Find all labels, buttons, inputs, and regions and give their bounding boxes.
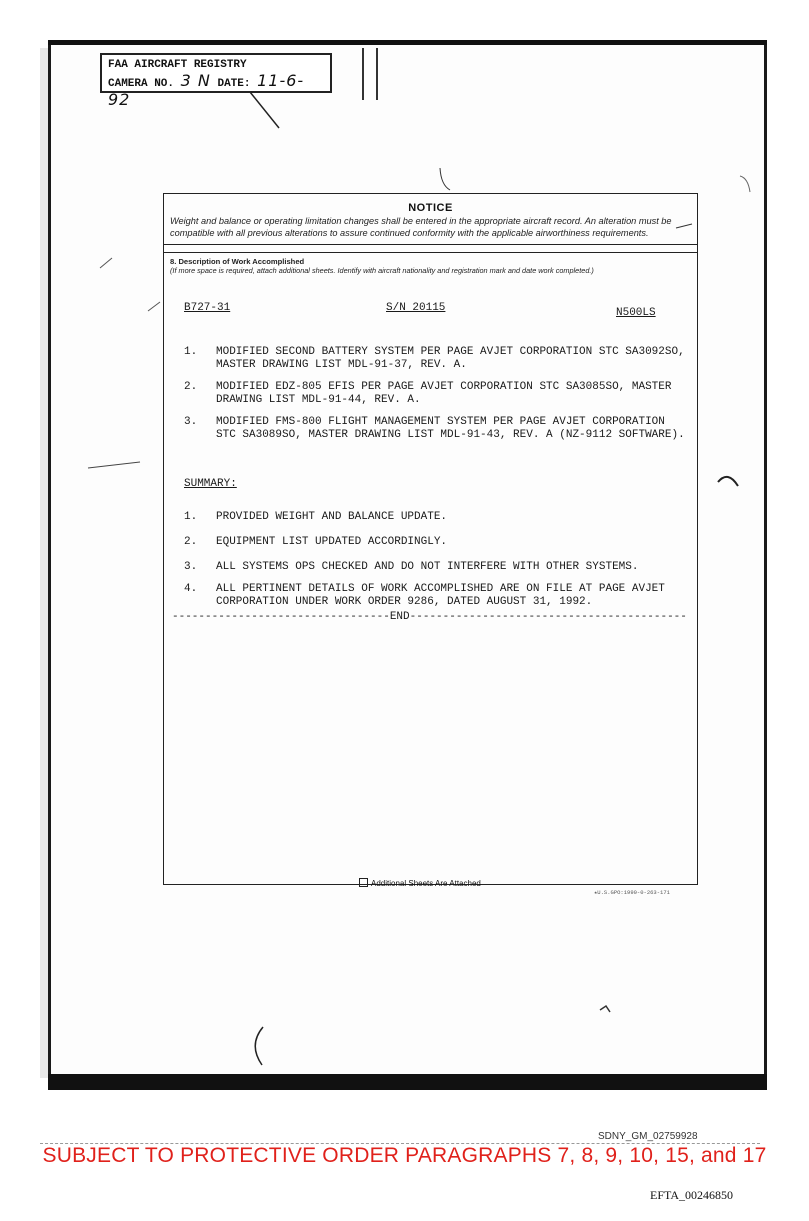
additional-sheets-row xyxy=(359,878,481,888)
work-item-number: 3. xyxy=(184,416,198,428)
stamp-date-label: DATE: xyxy=(217,78,251,90)
serial-number: S/N 20115 xyxy=(386,302,446,314)
description-heading xyxy=(170,257,692,275)
aircraft-model: B727-31 xyxy=(184,302,231,314)
summary-item-text: EQUIPMENT LIST UPDATED ACCORDINGLY. xyxy=(216,536,448,548)
summary-item-text: PROVIDED WEIGHT AND BALANCE UPDATE. xyxy=(216,511,448,523)
stamp-camera-label: CAMERA NO. xyxy=(108,78,175,90)
form-8-box xyxy=(163,193,698,888)
divider xyxy=(164,252,697,253)
summary-item-number: 4. xyxy=(184,583,198,595)
additional-sheets-label: Additional Sheets Are Attached xyxy=(371,879,481,888)
protective-order-notice: SUBJECT TO PROTECTIVE ORDER PARAGRAPHS 7, 8, 9, 10, 15, and 17 xyxy=(42,1144,767,1167)
registration-mark: N500LS xyxy=(616,307,656,319)
summary-heading: SUMMARY: xyxy=(184,478,237,490)
summary-item-number: 1. xyxy=(184,511,198,523)
work-item-text: MODIFIED EDZ-805 EFIS PER PAGE AVJET CORPORATION STC SA3085SO, MASTER DRAWING LIST MDL-91-44, REV. A. xyxy=(216,381,672,406)
summary-item-number: 3. xyxy=(184,561,198,573)
stamp-camera-no: 3 N xyxy=(180,71,211,90)
summary-item-text: ALL SYSTEMS OPS CHECKED AND DO NOT INTERFERE WITH OTHER SYSTEMS. xyxy=(216,561,639,573)
bates-number: SDNY_GM_02759928 xyxy=(598,1131,698,1142)
notice-text: Weight and balance or operating limitation changes shall be entered in the appropriate aircraft record. An alteration must be compatible with all previous alterations to assure continued conformity with the applicable airworthiness requirements. xyxy=(170,216,672,238)
stamp-date: 11-6-92 xyxy=(108,71,305,109)
description-instruction: (If more space is required, attach additional sheets. Identify with aircraft nationality and registration mark and date work completed.) xyxy=(170,266,594,275)
additional-sheets-checkbox[interactable] xyxy=(359,878,368,887)
summary-item-number: 2. xyxy=(184,536,198,548)
notice-title: NOTICE xyxy=(408,202,453,214)
notice-section xyxy=(164,194,697,245)
work-item-number: 2. xyxy=(184,381,198,393)
work-item-text: MODIFIED FMS-800 FLIGHT MANAGEMENT SYSTEM PER PAGE AVJET CORPORATION STC SA3089SO, MASTER DRAWING LIST MDL-91-43, REV. A (NZ-9112 SOFTWARE). xyxy=(216,416,685,441)
work-item-text: MODIFIED SECOND BATTERY SYSTEM PER PAGE AVJET CORPORATION STC SA3092SO, MASTER DRAWING LIST MDL-91-37, REV. A. xyxy=(216,346,685,371)
work-item-number: 1. xyxy=(184,346,198,358)
summary-item-text: ALL PERTINENT DETAILS OF WORK ACCOMPLISHED ARE ON FILE AT PAGE AVJET CORPORATION UNDER WORK ORDER 9286, DATED AUGUST 31, 1992. xyxy=(216,583,665,608)
efta-number: EFTA_00246850 xyxy=(650,1188,734,1202)
form-printer-code: ★U.S.GPO:1990-0-263-171 xyxy=(594,889,670,896)
stamp-registry-line: FAA AIRCRAFT REGISTRY xyxy=(108,59,247,71)
end-marker: ---------------------------------END------------------------------------------ xyxy=(172,611,687,623)
description-heading-label: 8. Description of Work Accomplished xyxy=(170,257,305,266)
